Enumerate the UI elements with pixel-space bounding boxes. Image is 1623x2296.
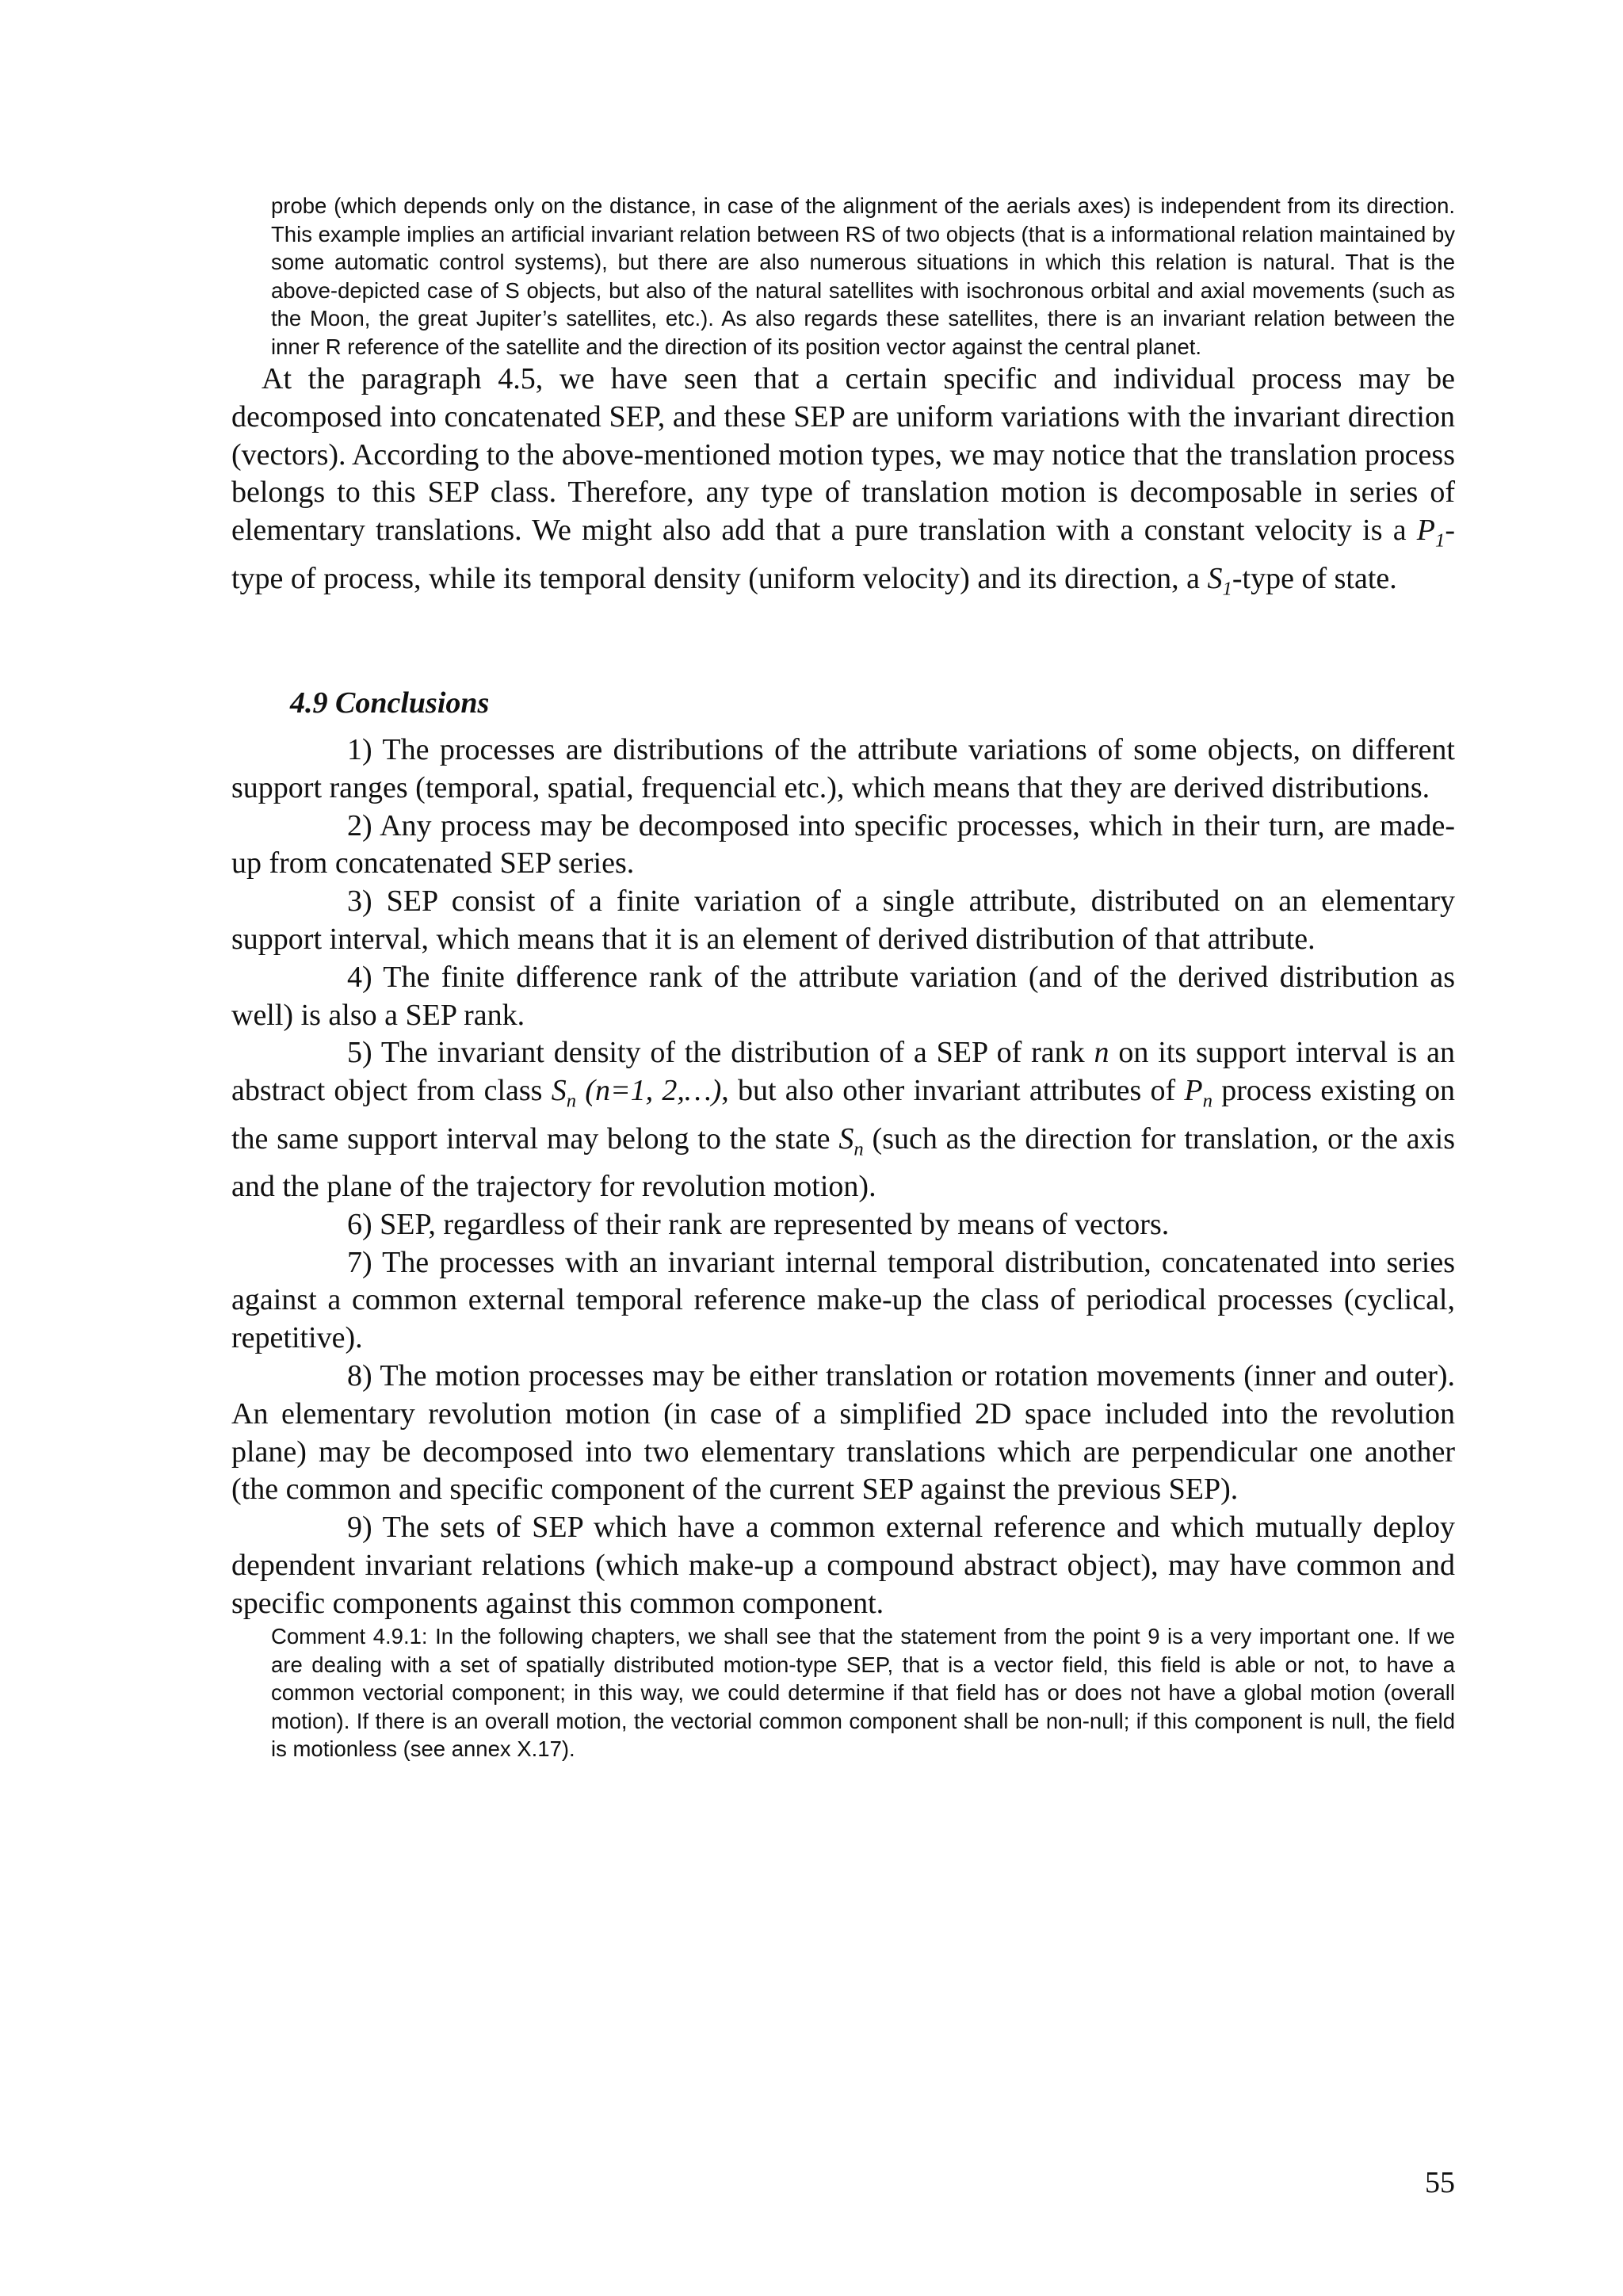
- sn-symbol: $S_n$ (n=1, 2,…): [551, 1074, 722, 1112]
- p1-symbol: $P_1$: [1416, 514, 1445, 552]
- conclusion-6: 6) SEP, regardless of their rank are represented by means of vectors.: [347, 1207, 1170, 1241]
- conclusion-4: 4) The finite difference rank of the attribute variation (and of the derived distribution as well) is also a SEP rank.: [231, 960, 1455, 1032]
- para-text-2: -type of process, while its temporal density (uniform velocity) and its direction, a: [231, 514, 1455, 595]
- conclusion-3: 3) SEP consist of a finite variation of a single attribute, distributed on an elementary support interval, which means that it is an element of derived distribution of that attribute.: [231, 884, 1455, 956]
- top-note: probe (which depends only on the distance, in case of the alignment of the aerials axes) is independent from its direction. This example implies an artificial invariant relation between RS of two objects (that is a informational relation maintained by some automatic control systems), but there are also numerous situations in which this relation is natural. That is the above-depicted case of S objects, but also of the natural satellites with isochronous orbital and axial movements (such as the Moon, the great Jupiter’s satellites, etc.). As also regards these satellites, there is an invariant relation between the inner R reference of the satellite and the direction of its position vector against the central planet.: [271, 193, 1455, 359]
- comment-4-9-1: Comment 4.9.1: In the following chapters, we shall see that the statement from the point 9 is a very important one. If we are dealing with a set of spatially distributed motion-type SEP, that is a vector field, this field is able or not, to have a common vectorial component; in this way, we could determine if that field has or does not have a global motion (overall motion). If there is an overall motion, the vectorial common component shall be non-null; if this component is null, the field is motionless (see annex X.17).: [271, 1624, 1455, 1762]
- page-number: 55: [1425, 2166, 1455, 2199]
- sn-symbol-2: $S_n$: [838, 1121, 864, 1160]
- para-text-1: At the paragraph 4.5, we have seen that a certain specific and individual process may be decomposed into concatenated SEP, and these SEP are uniform variations with the invariant direction (vectors). According to the above-mentioned motion types, we may notice that the translation process belongs to this SEP class. Therefore, any type of translation motion is decomposable in series of elementary translations. We might also add that a pure translation with a constant velocity is a: [231, 362, 1455, 548]
- section-heading: 4.9 Conclusions: [290, 686, 490, 720]
- para-text-3: -type of state.: [1232, 561, 1397, 595]
- page-content: [231, 192, 1455, 1763]
- conclusion-2: 2) Any process may be decomposed into specific processes, which in their turn, are made-up from concatenated SEP series.: [231, 808, 1455, 881]
- conclusion-8: 8) The motion processes may be either translation or rotation movements (inner and outer). An elementary revolution motion (in case of a simplified 2D space included into the revolution plane) may be decomposed into two elementary translations which are perpendicular one another (the common and specific component of the current SEP against the previous SEP).: [231, 1358, 1455, 1507]
- s1-symbol: $S_1$: [1207, 561, 1232, 600]
- conclusion-9: 9) The sets of SEP which have a common external reference and which mutually deploy dependent invariant relations (which make-up a compound abstract object), may have common and specific components against this common component.: [231, 1511, 1455, 1620]
- conclusion-7: 7) The processes with an invariant internal temporal distribution, concatenated into series against a common external temporal reference make-up the class of periodical processes (cyclical, repetitive).: [231, 1245, 1455, 1355]
- pn-symbol: $P_n$: [1184, 1074, 1212, 1112]
- conclusion-5: 5) The invariant density of the distribution of a SEP of rank n on its support interval is an abstract object from class $S_n$ (n=1, 2,…), but also other invariant attributes of $P_n$ process existing on the same support interval may belong to the state $S_n$ (such as the direction for translation, or the axis and the plane of the trajectory for revolution motion).: [231, 1036, 1456, 1203]
- conclusion-1: 1) The processes are distributions of the attribute variations of some objects, on different support ranges (temporal, spatial, frequencial etc.), which means that they are derived distributions.: [231, 732, 1455, 804]
- paragraph-4-5: [231, 361, 1455, 608]
